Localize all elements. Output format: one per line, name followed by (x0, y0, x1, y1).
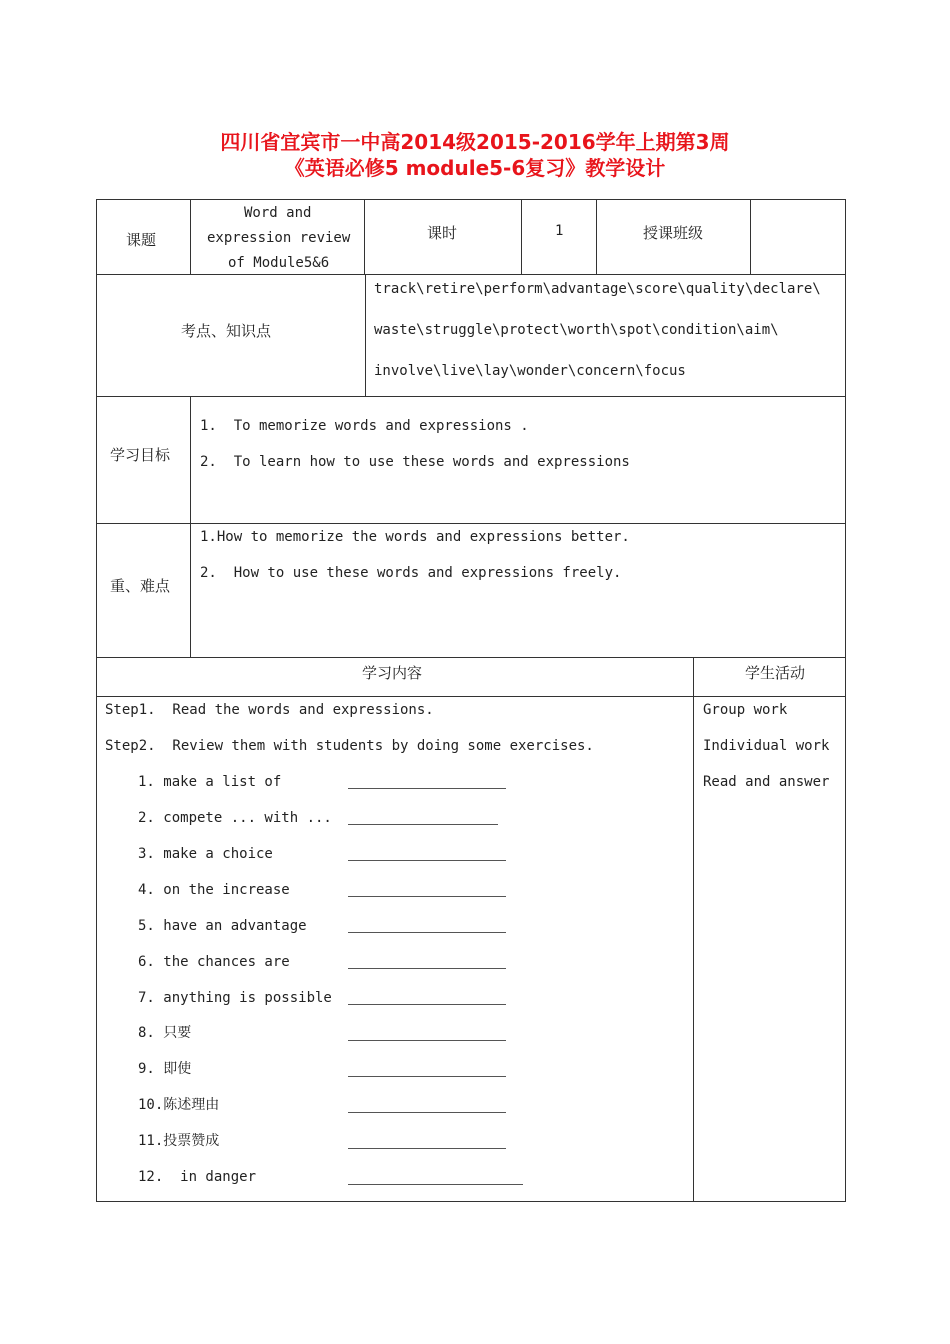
answer-blank[interactable] (348, 896, 506, 897)
exercise-item: 9. 即使 (138, 1061, 192, 1077)
objective-item-1: 1. To memorize words and expressions . (200, 418, 529, 434)
activity-item: Individual work (703, 738, 830, 754)
exercise-item: 12. in danger (138, 1169, 257, 1185)
exercise-item: 1. make a list of (138, 774, 282, 790)
answer-blank[interactable] (348, 1004, 506, 1005)
step-2: Step2. Review them with students by doing some exercises. (105, 738, 594, 754)
answer-blank[interactable] (348, 1148, 506, 1149)
exercise-item: 2. compete ... with ... (138, 810, 332, 826)
answer-blank[interactable] (348, 1112, 506, 1113)
topic-value-line-1: Word and (244, 205, 312, 221)
exercise-item: 11.投票赞成 (138, 1133, 220, 1149)
keypoint-item-1: 1.How to memorize the words and expressions better. (200, 529, 630, 545)
answer-blank[interactable] (348, 824, 498, 825)
knowledge-label: 考点、知识点 (181, 322, 272, 340)
exercise-item: 4. on the increase (138, 882, 290, 898)
answer-blank[interactable] (348, 860, 506, 861)
activity-header: 学生活动 (745, 664, 806, 682)
content-body-cell (96, 696, 694, 1202)
answer-blank[interactable] (348, 968, 506, 969)
keypoints-label: 重、难点 (110, 577, 171, 595)
class-label: 授课班级 (643, 224, 704, 242)
exercise-item: 10.陈述理由 (138, 1097, 220, 1113)
knowledge-line-3: involve\live\lay\wonder\concern\focus (374, 363, 686, 379)
activity-item: Group work (703, 702, 788, 718)
exercise-item: 5. have an advantage (138, 918, 307, 934)
activity-item: Read and answer (703, 774, 830, 790)
class-value-cell (750, 199, 846, 275)
exercise-item: 3. make a choice (138, 846, 273, 862)
exercise-item: 6. the chances are (138, 954, 290, 970)
answer-blank[interactable] (348, 1184, 523, 1185)
objectives-label: 学习目标 (110, 446, 171, 464)
knowledge-line-1: track\retire\perform\advantage\score\quality\declare\ (374, 281, 821, 297)
content-header: 学习内容 (362, 664, 423, 682)
period-value: 1 (555, 223, 564, 239)
title-line-2: 《英语必修5 module5-6复习》教学设计 (284, 156, 666, 180)
period-label: 课时 (427, 224, 458, 242)
knowledge-line-2: waste\struggle\protect\worth\spot\condition\aim\ (374, 322, 779, 338)
exercise-item: 8. 只要 (138, 1025, 192, 1041)
objective-item-2: 2. To learn how to use these words and expressions (200, 454, 630, 470)
topic-value-line-3: of Module5&6 (228, 255, 330, 271)
topic-value-line-2: expression review (207, 230, 351, 246)
activity-body-cell (693, 696, 846, 1202)
step-1: Step1. Read the words and expressions. (105, 702, 434, 718)
answer-blank[interactable] (348, 1076, 506, 1077)
answer-blank[interactable] (348, 932, 506, 933)
keypoint-item-2: 2. How to use these words and expressions freely. (200, 565, 622, 581)
topic-label: 课题 (126, 231, 157, 249)
answer-blank[interactable] (348, 788, 506, 789)
answer-blank[interactable] (348, 1040, 506, 1041)
exercise-item: 7. anything is possible (138, 990, 332, 1006)
title-line-1: 四川省宜宾市一中高2014级2015-2016学年上期第3周 (220, 130, 730, 154)
